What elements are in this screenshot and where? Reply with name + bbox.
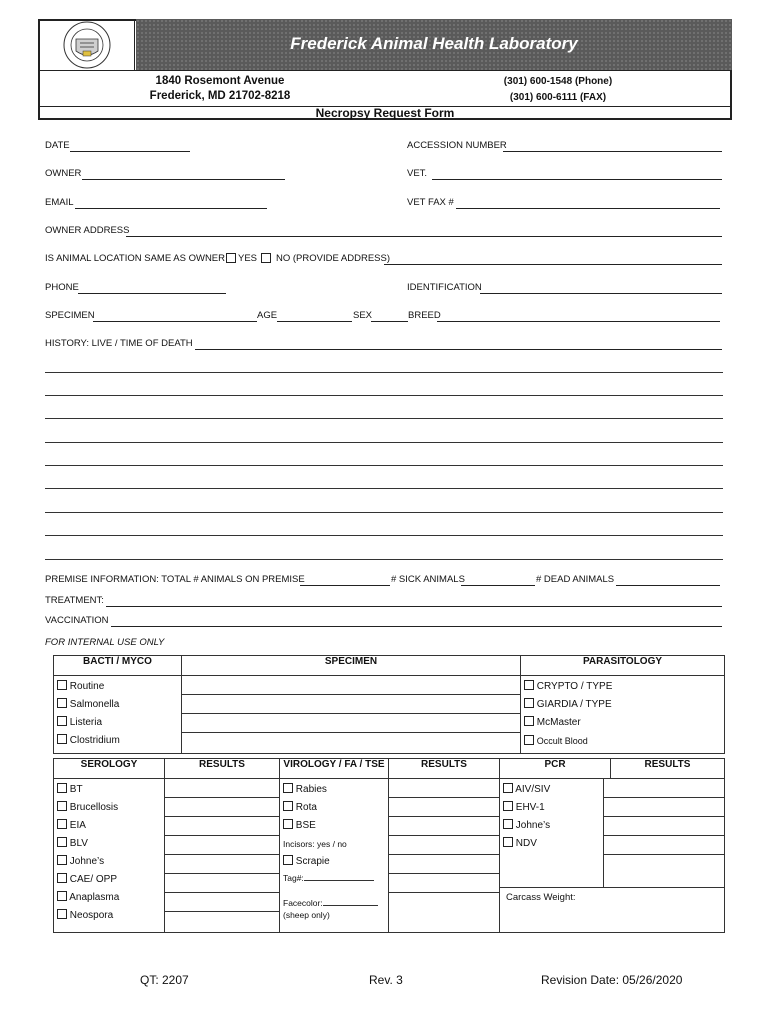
parasitology-item[interactable] (524, 714, 721, 732)
no-checkbox[interactable] (261, 253, 271, 263)
bacti-item[interactable] (57, 714, 178, 732)
vet-fax-field[interactable] (456, 208, 720, 209)
crypto-checkbox[interactable] (524, 680, 534, 690)
johnes-checkbox[interactable] (57, 855, 67, 865)
incisors-label[interactable]: Incisors: yes / no (283, 839, 347, 849)
premise-total-field[interactable] (300, 585, 390, 586)
identification-label: IDENTIFICATION (407, 282, 482, 293)
virology-results-header: RESULTS (389, 759, 500, 779)
facecolor-field[interactable] (283, 897, 385, 909)
serology-label: Johne’s (69, 856, 105, 867)
mcmaster-checkbox[interactable] (524, 716, 534, 726)
bacti-label: Clostridium (69, 735, 120, 746)
phone-field[interactable] (78, 293, 226, 294)
serology-results-cell[interactable] (165, 779, 280, 933)
lab-tests-table (53, 758, 725, 933)
serology-label: Brucellosis (69, 802, 119, 813)
johnes-pcr-checkbox[interactable] (503, 819, 513, 829)
blv-checkbox[interactable] (57, 837, 67, 847)
serology-header: SEROLOGY (54, 759, 165, 779)
history-line[interactable] (45, 465, 723, 466)
virology-results-cell[interactable] (389, 779, 500, 933)
bt-checkbox[interactable] (57, 783, 67, 793)
virology-list (280, 779, 389, 933)
bacti-label: Listeria (69, 717, 103, 728)
virology-item[interactable] (283, 817, 385, 835)
parasitology-label: GIARDIA / TYPE (536, 699, 612, 710)
eia-checkbox[interactable] (57, 819, 67, 829)
tag-field[interactable] (283, 871, 385, 885)
serology-label: BLV (69, 838, 88, 849)
accession-field[interactable] (503, 151, 722, 152)
rabies-checkbox[interactable] (283, 783, 293, 793)
vet-fax-label: VET FAX # (407, 197, 454, 208)
owner-field[interactable] (82, 179, 285, 180)
pcr-item[interactable] (503, 781, 600, 799)
pcr-item[interactable] (503, 817, 600, 835)
history-line[interactable] (45, 535, 723, 536)
breed-field[interactable] (437, 321, 720, 322)
brucellosis-checkbox[interactable] (57, 801, 67, 811)
internal-use-label: FOR INTERNAL USE ONLY (45, 637, 165, 648)
routine-checkbox[interactable] (57, 680, 67, 690)
parasitology-label: McMaster (536, 717, 581, 728)
treatment-label: TREATMENT: (45, 595, 104, 606)
serology-item[interactable] (57, 907, 161, 925)
title-band (136, 19, 732, 70)
bacti-label: Routine (69, 681, 105, 692)
vaccination-field[interactable] (111, 626, 722, 627)
virology-item[interactable] (283, 799, 385, 817)
state-seal-logo (40, 21, 134, 70)
fax-number: (301) 600-6111 (FAX) (509, 92, 607, 103)
specimen-cell[interactable] (182, 676, 521, 754)
tag-label: Tag#: (283, 873, 304, 883)
ndv-checkbox[interactable] (503, 837, 513, 847)
location-address-field[interactable] (384, 264, 722, 265)
sick-field[interactable] (461, 585, 535, 586)
virology-label: Rota (295, 802, 317, 813)
date-label: DATE (45, 140, 70, 151)
parasitology-item[interactable] (524, 678, 721, 696)
history-line[interactable] (45, 442, 723, 443)
date-field[interactable] (70, 151, 190, 152)
history-line[interactable] (45, 512, 723, 513)
history-line[interactable] (45, 418, 723, 419)
history-line[interactable] (45, 395, 723, 396)
history-field[interactable] (195, 349, 722, 350)
history-line[interactable] (45, 559, 723, 560)
vet-label: VET. (407, 168, 428, 179)
bacti-item[interactable] (57, 696, 178, 714)
virology-header: VIROLOGY / FA / TSE (280, 759, 389, 779)
pcr-area (500, 779, 725, 933)
bacti-item[interactable] (57, 678, 178, 696)
specimen-header: SPECIMEN (182, 656, 521, 676)
parasitology-item[interactable] (524, 732, 721, 751)
parasitology-header: PARASITOLOGY (521, 656, 725, 676)
form-title: Necropsy Request Form (315, 106, 455, 120)
ehv-1-checkbox[interactable] (503, 801, 513, 811)
yes-label: YES (238, 253, 258, 264)
pcr-item[interactable] (503, 835, 600, 853)
email-label: EMAIL (45, 197, 74, 208)
listeria-checkbox[interactable] (57, 716, 67, 726)
parasitology-label: CRYPTO / TYPE (536, 681, 613, 692)
pcr-item[interactable] (503, 799, 600, 817)
owner-address-label: OWNER ADDRESS (45, 225, 130, 236)
serology-item[interactable] (57, 799, 161, 817)
virology-item[interactable] (283, 853, 385, 871)
revision-date: Revision Date: 05/26/2020 (541, 973, 683, 987)
email-field[interactable] (75, 208, 267, 209)
serology-item[interactable] (57, 781, 161, 799)
phone-number: (301) 600-1548 (Phone) (503, 76, 613, 87)
serology-label: Neospora (69, 910, 114, 921)
history-label: HISTORY: LIVE / TIME OF DEATH (45, 338, 193, 349)
bacti-label: Salmonella (69, 699, 120, 710)
serology-item[interactable] (57, 871, 161, 889)
serology-item[interactable] (57, 835, 161, 853)
specimen-label: SPECIMEN (45, 310, 95, 321)
history-line[interactable] (45, 488, 723, 489)
parasitology-label: Occult Blood (536, 736, 588, 746)
pcr-label: Johne’s (515, 820, 551, 831)
pcr-label: EHV-1 (515, 802, 545, 813)
treatment-field[interactable] (106, 606, 722, 607)
address-row (40, 70, 730, 107)
dead-field[interactable] (616, 585, 720, 586)
rota-checkbox[interactable] (283, 801, 293, 811)
sex-field[interactable] (371, 321, 408, 322)
bacti-header: BACTI / MYCO (54, 656, 182, 676)
pcr-label: NDV (515, 838, 537, 849)
clostridium-checkbox[interactable] (57, 734, 67, 744)
serology-label: BT (69, 784, 83, 795)
serology-item[interactable] (57, 853, 161, 871)
scrapie-checkbox[interactable] (283, 855, 293, 865)
anaplasma-checkbox[interactable] (57, 891, 67, 901)
salmonella-checkbox[interactable] (57, 698, 67, 708)
pcr-label: AIV/SIV (515, 784, 551, 795)
bacti-list (54, 676, 182, 754)
serology-item[interactable] (57, 817, 161, 835)
revision-number: Rev. 3 (369, 973, 403, 987)
pcr-results-header: RESULTS (611, 759, 725, 779)
pcr-header: PCR (500, 759, 611, 779)
location-question: IS ANIMAL LOCATION SAME AS OWNER (45, 253, 226, 264)
yes-checkbox[interactable] (226, 253, 236, 263)
age-label: AGE (257, 310, 278, 321)
lab-name: Frederick Animal Health Laboratory (290, 34, 578, 53)
carcass-weight-field[interactable] (500, 887, 724, 932)
sick-label: # SICK ANIMALS (391, 574, 465, 585)
cae-opp-checkbox[interactable] (57, 873, 67, 883)
virology-label: BSE (295, 820, 316, 831)
occult-blood-checkbox[interactable] (524, 735, 534, 745)
owner-address-field[interactable] (126, 236, 722, 237)
virology-item[interactable] (283, 781, 385, 799)
accession-label: ACCESSION NUMBER (407, 140, 507, 151)
neospora-checkbox[interactable] (57, 909, 67, 919)
scrapie-label: Scrapie (295, 856, 330, 867)
parasitology-item[interactable] (524, 696, 721, 714)
parasitology-list (521, 676, 725, 754)
logo-cell (40, 21, 135, 70)
facecolor-label: Facecolor: (283, 898, 323, 908)
history-line[interactable] (45, 372, 723, 373)
dead-label: # DEAD ANIMALS (536, 574, 615, 585)
specimen-field[interactable] (93, 321, 257, 322)
serology-label: Anaplasma (69, 892, 120, 903)
virology-label: Rabies (295, 784, 327, 795)
pcr-results-cell[interactable] (604, 779, 724, 887)
vet-field[interactable] (432, 179, 722, 180)
phone-label: PHONE (45, 282, 79, 293)
qt-number: QT: 2207 (140, 973, 189, 987)
giardia-checkbox[interactable] (524, 698, 534, 708)
serology-item[interactable] (57, 889, 161, 907)
bacti-item[interactable] (57, 732, 178, 750)
form-title-row (40, 106, 730, 121)
address-line2: Frederick, MD 21702-8218 (149, 90, 291, 102)
sex-label: SEX (353, 310, 373, 321)
premise-label: PREMISE INFORMATION: TOTAL # ANIMALS ON PREMISE (45, 574, 305, 585)
bacti-parasitology-table (53, 655, 725, 754)
serology-label: EIA (69, 820, 86, 831)
identification-field[interactable] (480, 293, 722, 294)
address-line1: 1840 Rosemont Avenue (155, 75, 285, 87)
age-field[interactable] (277, 321, 352, 322)
sheep-only-note: (sheep only) (283, 910, 330, 920)
pcr-list (500, 779, 604, 887)
serology-results-header: RESULTS (165, 759, 280, 779)
aiv-siv-checkbox[interactable] (503, 783, 513, 793)
vaccination-label: VACCINATION (45, 615, 109, 626)
carcass-weight-label: Carcass Weight: (506, 892, 576, 903)
breed-label: BREED (408, 310, 441, 321)
owner-label: OWNER (45, 168, 82, 179)
no-label: NO (PROVIDE ADDRESS) (276, 253, 391, 264)
serology-label: CAE/ OPP (69, 874, 118, 885)
serology-list (54, 779, 165, 933)
bse-checkbox[interactable] (283, 819, 293, 829)
